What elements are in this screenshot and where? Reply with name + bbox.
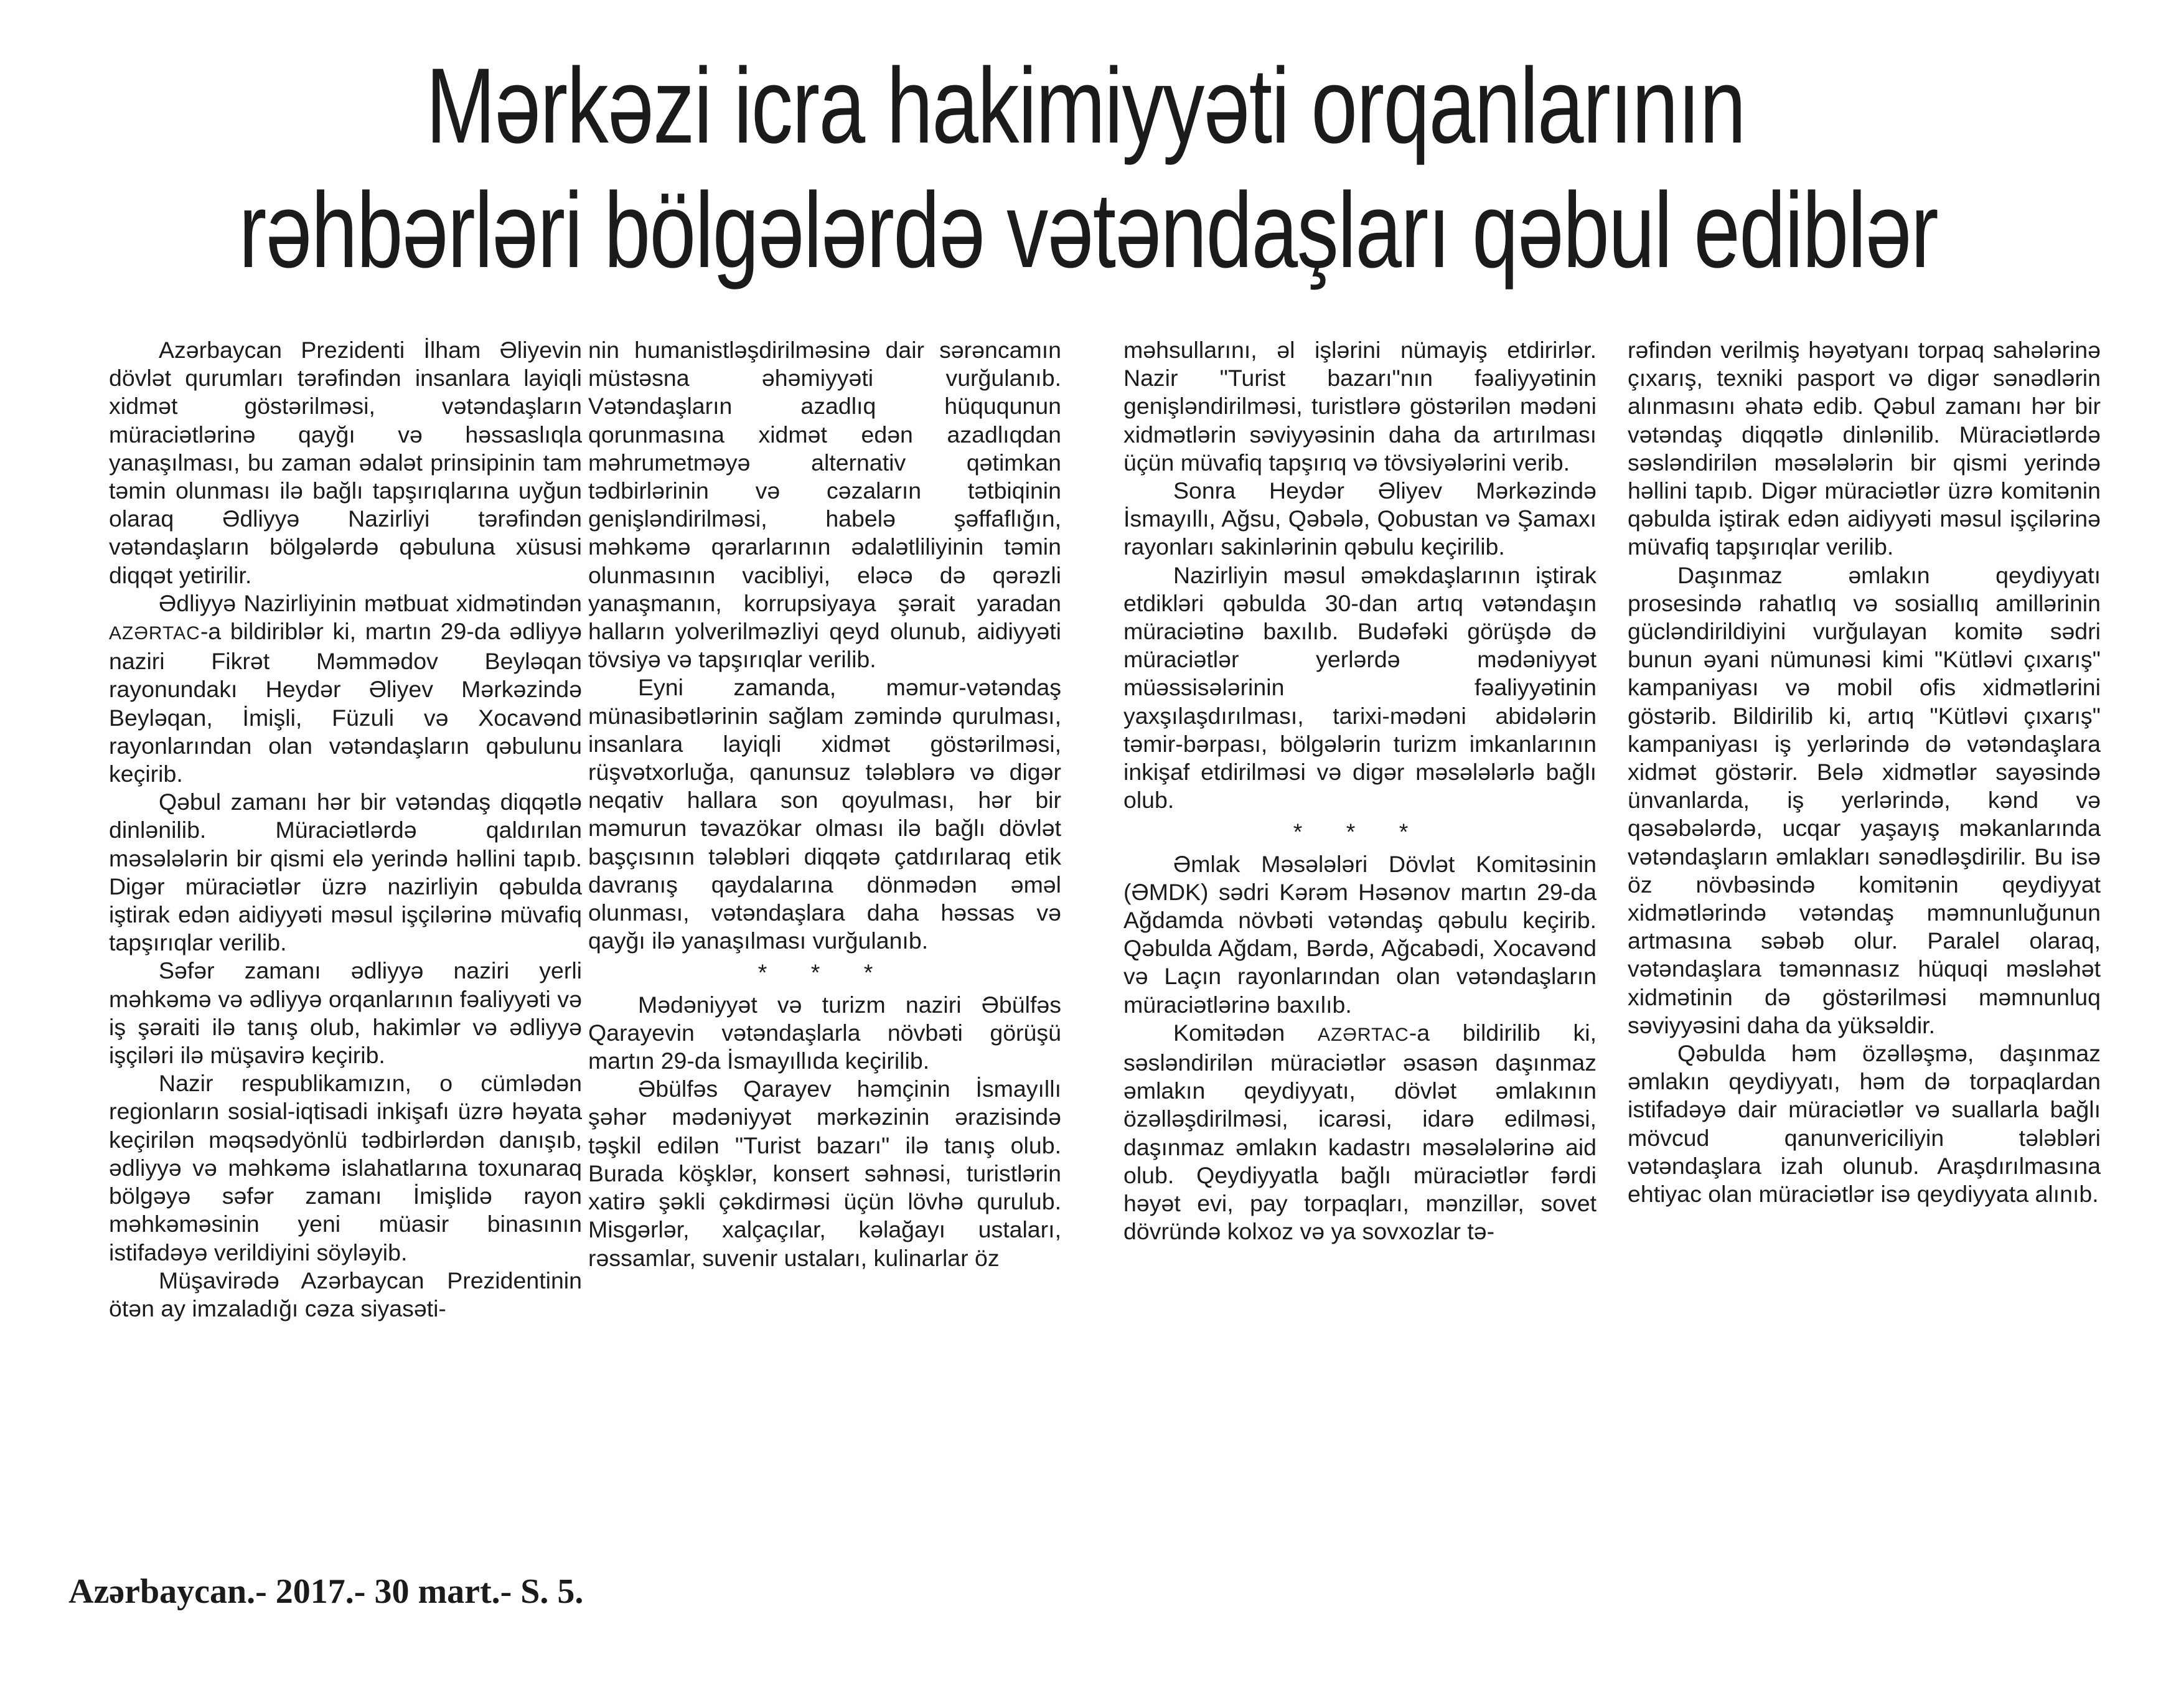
section-separator: * * * (757, 959, 892, 986)
paragraph: Qəbul zamanı hər bir vətəndaş diqqətlə dinlənilib. Müraciətlərdə qaldırılan məsələlərin bir qismi elə yerində həllini tapıb. Digər müraciətlər üzrə nazirliyin qəbulda iştirak edən aidiyyəti məsul işçilərinə müvafiq tapşırıqlar verilib. (109, 789, 582, 956)
paragraph: Daşınmaz əmlakın qeydiyyatı prosesində rahatlıq və sosiallıq amillərinin gücləndirildiyini vurğulayan komitə sədri bunun əyani nümunəsi kimi "Kütləvi çıxarış" kampaniyası və mobil ofis xidmətlərini göstərib. Bildirilib ki, artıq "Kütləvi çıxarış" kampaniyası iş yerlərində də vətəndaşlara xidmət göstərir. Belə xidmətlər sayəsində ünvanlarda, iş yerlərində, kənd və qəsəbələrdə, ucqar yaşayış məkanlarında vətəndaşların əmlakları sənədləşdirilir. Bu isə öz növbəsində komitənin qeydiyyat xidmətlərində vətəndaş məmnunluğunun artmasına səbəb olur. Paralel olaraq, vətəndaşlara təmənnasız hüquqi məsləhət xidmətinin də göstərilməsi məmnunluq səviyyəsini daha da yüksəldir. (1628, 561, 2101, 1038)
paragraph: Sonra Heydər Əliyev Mərkəzində İsmayıllı, Ağsu, Qəbələ, Qobustan və Şamaxı rayonları sakinlərinin qəbulu keçirilib. (1123, 477, 1597, 560)
column-2 (588, 336, 1061, 1556)
column-1 (109, 336, 582, 1556)
paragraph: Səfər zamanı ədliyyə naziri yerli məhkəmə və ədliyyə orqanlarının fəaliyyəti və iş şəraiti ilə tanış olub, hakimlər və ədliyyə işçiləri ilə müşavirə keçirib. (109, 957, 582, 1069)
paragraph-text: Ədliyyə Nazirliyinin mətbuat xidmətindən (159, 589, 582, 616)
column-3 (1123, 336, 1597, 1556)
paragraph: Əmlak Məsələləri Dövlət Komitəsinin (ƏMDK) sədri Kərəm Həsənov martın 29-da Ağdamda növbəti vətəndaş qəbulu keçirib. Qəbulda Ağdam, Bərdə, Ağcabədi, Xocavənd və Laçın rayonlarından olan vətəndaşların müraciətlərinə baxılıb. (1123, 850, 1597, 1018)
headline-line-2: rəhbərləri bölgələrdə vətəndaşları qəbul ediblər (238, 171, 1938, 290)
section-separator: * * * (1293, 819, 1427, 845)
paragraph: Nazirliyin məsul əməkdaşlarının iştirak etdikləri qəbulda 30-dan artıq vətəndaşın müraciətinə baxılıb. Budəfəki görüşdə də müraciətlər yerlərdə mədəniyyət müəssisələrinin fəaliyyətinin yaxşılaşdırılması, tarixi-mədəni abidələrin təmir-bərpası, bölgələrin turizm imkanlarının inkişaf etdirilməsi və digər məsələlərlə bağlı olub. (1123, 561, 1597, 814)
paragraph: Azərbaycan Prezidenti İlham Əliyevin dövlət qurumları tərəfindən insanlara layiqli xidmət göstərilməsi, vətəndaşların müraciətlərinə qayğı və həssaslıqla yanaşılması, bu zaman ədalət prinsipinin tam təmin olunması ilə bağlı tapşırıqlarına uyğun olaraq Ədliyyə Nazirliyi tərəfindən vətəndaşların bölgələrdə qəbuluna xüsusi diqqət yetirilir. (109, 337, 582, 588)
paragraph (1123, 1019, 1597, 1246)
article-headline (0, 44, 2171, 293)
column-4 (1628, 336, 2101, 1556)
paragraph: nin humanistləşdirilməsinə dair sərəncamın müstəsna əhəmiyyəti vurğulanıb. Vətəndaşların azadlıq hüququnun qorunmasına xidmət edən azadlıqdan məhrumetməyə alternativ qətimkan tədbirlərinin və cəzaların tətbiqinin genişləndirilməsi, habelə şəffaflığın, məhkəmə qərarlarının ədalətliliyinin təmin olunmasının vacibliyi, eləcə də qərəzli yanaşmanın, korrupsiyaya şərait yaradan halların yolverilməzliyi qeyd olunub, aidiyyəti tövsiyə və tapşırıqlar verilib. (588, 337, 1061, 673)
paragraph: Eyni zamanda, məmur-vətəndaş münasibətlərinin sağlam zəmində qurulması, insanlara layiqli xidmət göstərilməsi, rüşvətxorluğa, qanunsuz tələblərə və digər neqativ hallara son qoyulması, hər bir məmurun təvazökar olması ilə bağlı dövlət başçısının tələbləri diqqətə çatdırılaraq etik davranış qaydalarına dönmədən əməl olunması, vətəndaşlara daha həssas və qayğı ilə yanaşılması vurğulanıb. (588, 674, 1061, 954)
source-citation: Azərbaycan.- 2017.- 30 mart.- S. 5. (68, 1572, 584, 1611)
paragraph: məhsullarını, əl işlərini nümayiş etdirirlər. Nazir "Turist bazarı"nın fəaliyyətinin genişləndirilməsi, turistlərə göstərilən mədəni xidmətlərin səviyyəsinin daha da artırılması üçün müvafiq tapşırıq və tövsiyələrini verib. (1123, 337, 1597, 476)
paragraph-text: -a bildirilib ki, səsləndirilən müraciətlər əsasən daşınmaz əmlakın qeydiyyatı, dövlət əmlakının özəlləşdirilməsi, icarəsi, idarə edilməsi, daşınmaz əmlakın kadastrı məsələlərinə aid olub. Qeydiyyatla bağlı müraciətlər fərdi həyət evi, pay torpaqları, mənzillər, sovet dövründə kolxoz və ya sovxozlar tə- (1123, 1019, 1597, 1245)
azertac-label: AZƏRTAC (109, 623, 200, 644)
paragraph (109, 589, 582, 788)
headline-line-1: Mərkəzi icra hakimiyyəti orqanlarının (426, 46, 1745, 166)
paragraph: Müşavirədə Azərbaycan Prezidentinin ötən ay imzaladığı cəza siyasəti- (109, 1267, 582, 1321)
paragraph: Mədəniyyət və turizm naziri Əbülfəs Qarayevin vətəndaşlarla növbəti görüşü martın 29-da İsmayıllıda keçirilib. (588, 991, 1061, 1074)
paragraph: Qəbulda həm özəlləşmə, daşınmaz əmlakın qeydiyyatı, həm də torpaqlardan istifadəyə dair müraciətlər və suallarla bağlı mövcud qanunvericiliyin tələbləri vətəndaşlara izah olunub. Araşdırılmasına ehtiyac olan müraciətlər isə qeydiyyata alınıb. (1628, 1040, 2101, 1208)
paragraph-text: -a bildiriblər ki, martın 29-da ədliyyə naziri Fikrət Məmmədov Beyləqan rayonundakı Heydər Əliyev Mərkəzində Beyləqan, İmişli, Füzuli və Xocavənd rayonlarından olan vətəndaşların qəbulunu keçirib. (109, 618, 582, 787)
azertac-label: AZƏRTAC (1317, 1024, 1409, 1045)
paragraph-text: Komitədən (1173, 1019, 1285, 1046)
paragraph: rəfindən verilmiş həyətyanı torpaq sahələrinə çıxarış, texniki pasport və digər sənədlərin alınmasını əhatə edib. Qəbul zamanı hər bir vətəndaş diqqətlə dinlənilib. Müraciətlərdə səsləndirilən məsələlərin bir qismi yerində həllini tapıb. Digər müraciətlər üzrə komitənin qəbulda iştirak edən aidiyyəti məsul işçilərinə müvafiq tapşırıqlar verilib. (1628, 337, 2101, 560)
paragraph: Nazir respublikamızın, o cümlədən regionların sosial-iqtisadi inkişafı üzrə həyata keçirilən məqsədyönlü tədbirlərdən danışıb, ədliyyə və məhkəmə islahatlarına toxunaraq bölgəyə səfər zamanı İmişlidə rayon məhkəməsinin yeni müasir binasının istifadəyə verildiyini söyləyib. (109, 1070, 582, 1265)
article-body (109, 336, 2126, 1556)
paragraph: Əbülfəs Qarayev həmçinin İsmayıllı şəhər mədəniyyət mərkəzinin ərazisində təşkil edilən "Turist bazarı" ilə tanış olub. Burada köşklər, konsert səhnəsi, turistlərin xatirə şəkli çəkdirməsi üçün lövhə qurulub. Misgərlər, xalçaçılar, kəlağayı ustaları, rəssamlar, suvenir ustaları, kulinarlar öz (588, 1076, 1061, 1271)
